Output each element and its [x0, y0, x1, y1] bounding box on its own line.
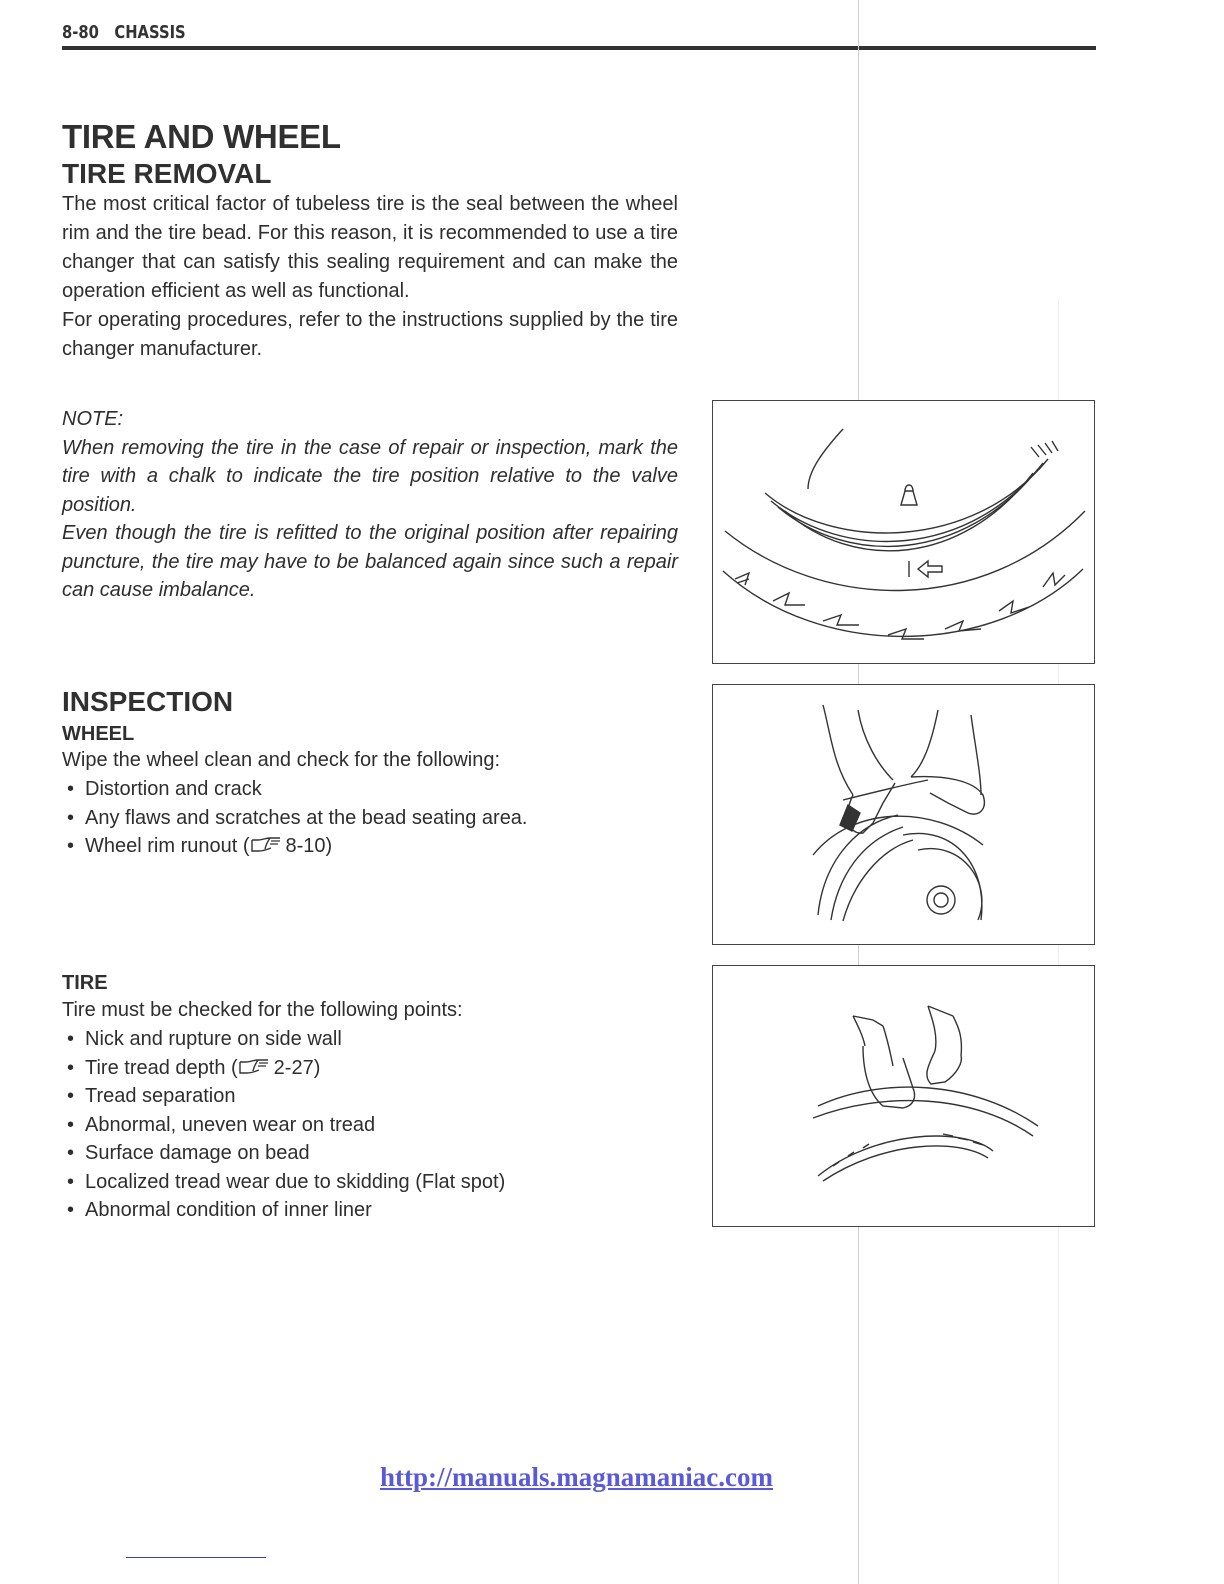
note-text-2: Even though the tire is refitted to the original position after repairing puncture, the tire may have to be balanced again since such a repair can cause imbalance.: [62, 522, 678, 601]
list-item: • Surface damage on bead: [62, 1139, 678, 1168]
tread-depth-ref: 2-27): [273, 1056, 321, 1079]
list-item: • Any flaws and scratches at the bead seating area.: [62, 804, 678, 833]
page-number: 8-80: [62, 22, 99, 43]
list-item: • Localized tread wear due to skidding (Flat spot): [62, 1168, 678, 1197]
page-header: [62, 22, 186, 43]
footer-rule: [126, 1557, 266, 1558]
wheel-heading: WHEEL: [62, 723, 135, 745]
figure-wheel-inspection: [712, 684, 1095, 945]
tire-checklist: [62, 1025, 678, 1225]
tire-removal-paragraph-1: The most critical factor of tubeless tire is the seal between the wheel rim and the tire bead. For this reason, it is recommended to use a tire changer that can satisfy this sealing requirement and can make the operation efficient as well as functional.: [62, 193, 678, 302]
note-text-1: When removing the tire in the case of repair or inspection, mark the tire with a chalk to indicate the tire position relative to the valve position.: [62, 436, 678, 516]
list-item: • Nick and rupture on side wall: [62, 1025, 678, 1054]
tire-valve-illustration: [713, 401, 1094, 663]
tire-inspection-illustration: [713, 966, 1094, 1226]
figure-tire-valve-mark: [712, 400, 1095, 664]
wheel-inspection-illustration: [713, 685, 1094, 944]
runout-ref: 8-10): [285, 835, 333, 857]
tire-intro: Tire must be checked for the following points:: [62, 999, 463, 1021]
note-label: NOTE:: [62, 408, 124, 430]
tire-removal-heading: TIRE REMOVAL: [62, 158, 272, 189]
list-item: [62, 1054, 678, 1083]
note-block: [62, 405, 678, 605]
inspection-heading: INSPECTION: [62, 686, 234, 717]
tread-depth-label: Tire tread depth (: [85, 1056, 238, 1079]
list-item: • Distortion and crack: [62, 775, 678, 804]
list-item: • Tread separation: [62, 1082, 678, 1111]
list-item: • Abnormal, uneven wear on tread: [62, 1111, 678, 1140]
tire-heading: TIRE: [62, 972, 108, 994]
reference-hand-icon: [238, 1058, 274, 1076]
header-rule: [62, 46, 1096, 50]
wheel-checklist: [62, 775, 678, 861]
tire-removal-body: [62, 190, 678, 364]
page-title: TIRE AND WHEEL: [62, 118, 341, 155]
section-name: CHASSIS: [114, 22, 186, 43]
wheel-intro: Wipe the wheel clean and check for the following:: [62, 749, 501, 771]
runout-label: Wheel rim runout (: [85, 835, 250, 857]
list-item: [62, 832, 678, 861]
footer-url-link[interactable]: http://manuals.magnamaniac.com: [380, 1462, 774, 1492]
figure-tire-inspection: [712, 965, 1095, 1227]
tire-removal-paragraph-2: For operating procedures, refer to the instructions supplied by the tire changer manufacturer.: [62, 309, 678, 360]
reference-hand-icon: [250, 836, 286, 854]
list-item: • Abnormal condition of inner liner: [62, 1196, 678, 1225]
